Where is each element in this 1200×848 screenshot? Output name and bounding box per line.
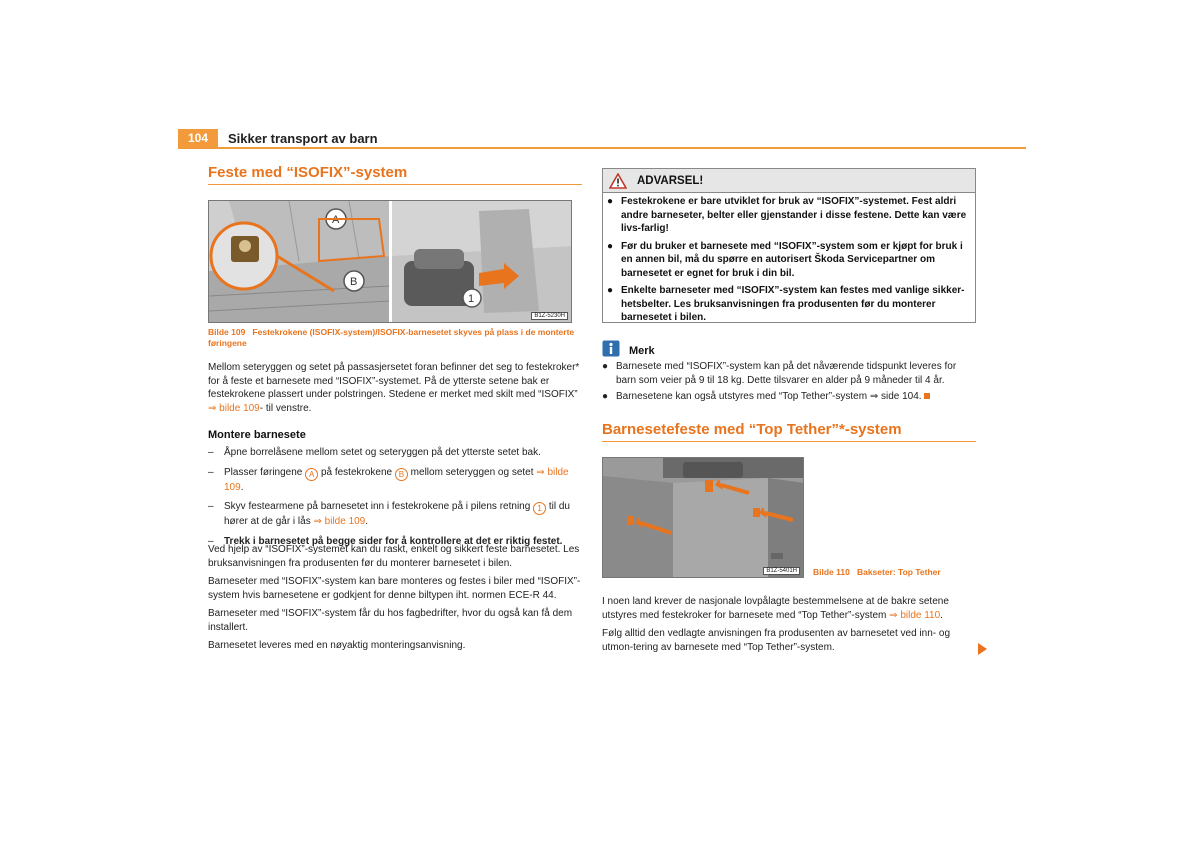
intro-paragraph (208, 361, 582, 415)
top-tether-p1-text: I noen land krever de nasjonale lovpålagte bestemmelsene at de bakre setene utstyres med festekroker for barnesete med “Top Tether”-system (602, 596, 949, 621)
intro-ref-link[interactable]: ⇒ bilde 109 (208, 402, 260, 414)
step-2-text-a: Plasser føringene (224, 466, 303, 478)
end-square-icon (924, 393, 930, 399)
bullet: ● (607, 240, 614, 252)
warning-title: ADVARSEL! (637, 174, 704, 187)
dash-marker: – (208, 466, 214, 478)
paragraph-1: Ved hjelp av “ISOFIX”-systemet kan du raskt, enkelt og sikkert feste barnesetet. Les bruksanvisningen fra produsenten før du monterer barnesetet i bilen. (208, 544, 580, 569)
figure-109-code: B1Z-5230H (531, 312, 568, 320)
step-1-text: Åpne borrelåsene mellom setet og seteryggen på det ytterste setet bak. (224, 447, 541, 458)
bullet: ● (602, 391, 609, 402)
note-title: Merk (629, 345, 655, 357)
step-2: – Plasser føringene A på festekrokene B mellom seteryggen og setet ⇒ bilde 109. (208, 466, 569, 493)
step-3-ref-link[interactable]: ⇒ bilde 109 (313, 516, 366, 527)
top-tether-p2-text: Følg alltid den vedlagte anvisningen fra produsenten av barnesetet ved inn- og utmon-tering av barnesete med “Top Tether”-system. (602, 628, 951, 653)
step-2-ref-link[interactable]: ⇒ bilde 109 (224, 466, 569, 493)
bullet: ● (602, 361, 609, 372)
warning-item-1 (607, 195, 971, 236)
warning-item-3-text: Enkelte barneseter med “ISOFIX”-system kan festes med vanlige sikker-hetsbelter. Les bruksanvisningen fra produsenten før du monterer barnesetet i bilen. (621, 285, 965, 323)
body-paragraphs-left (208, 543, 582, 653)
warning-header (603, 169, 975, 193)
note-item-1-text: Barnesete med “ISOFIX”-system kan på det nåværende tidspunkt leveres for barn som veier på 9 til 18 kg. Dette tilsvarer en alder på 9 måneder til 4 år. (616, 361, 957, 386)
mounting-section (208, 428, 582, 548)
step-2-text-b: på festekrokene (320, 466, 393, 478)
header-rule (178, 147, 1026, 149)
subheading-mounting: Montere barnesete (208, 429, 306, 441)
step-1 (208, 446, 582, 460)
step-4-text: Trekk i barnesetet på begge sider for å kontrollere at det er riktig festet. (224, 535, 563, 547)
label-1-text: 1 (468, 293, 475, 305)
warning-box (602, 168, 976, 323)
label-a-text: A (332, 214, 340, 226)
header-title: Sikker transport av barn (228, 131, 378, 146)
page-number: 104 (178, 129, 218, 147)
intro-end-text: - til venstre. (259, 402, 312, 414)
note-item-2-text: Barnesetene kan også utstyres med “Top Tether”-system ⇒ side 104. (616, 391, 922, 402)
step-3-text-b: til du hører at de går i lås (224, 501, 570, 527)
top-tether-ref-link[interactable]: ⇒ bilde 110 (889, 609, 941, 621)
note-item-1 (602, 360, 976, 387)
figure-110-illustration (603, 458, 804, 578)
caption-110 (813, 567, 941, 578)
section-heading-top-tether: Barnesetefeste med “Top Tether”*-system (602, 421, 976, 442)
label-b-text: B (350, 276, 358, 288)
caption-110-number: Bilde 110 (813, 567, 850, 577)
paragraph-2: Barneseter med “ISOFIX”-system kan bare monteres og festes i biler med “ISOFIX”-system hvis barnesetene er godkjent for denne biltypen iht. normen ECE-R 44. (208, 576, 581, 601)
warning-item-2 (607, 240, 971, 281)
step-2-text-c: mellom seteryggen og setet (410, 466, 534, 478)
warning-triangle-icon (609, 173, 627, 189)
caption-109-number: Bilde 109 (208, 327, 246, 337)
continue-arrow-icon (978, 643, 987, 655)
callout-1-badge: 1 (533, 502, 546, 515)
bullet: ● (607, 196, 614, 207)
dash-marker: – (208, 501, 214, 512)
paragraph-4: Barnesetet leveres med en nøyaktig monteringsanvisning. (208, 640, 466, 651)
intro-text: Mellom seteryggen og setet på passasjersetet foran befinner det seg to festekroker* for å feste et barnesete med “ISOFIX”-systemet. På de ytterste setene bak er festekrokene plassert under polstringen. Stedene er merket med skilt med “ISOFIX” (208, 362, 580, 400)
figure-109 (208, 200, 572, 323)
note-section (602, 338, 976, 404)
caption-109 (208, 327, 582, 349)
warning-item-1-text: Festekrokene er bare utviklet for bruk av “ISOFIX”-systemet. Fest aldri andre barneseter, belter eller gjenstander i disse festene. Dette kan være livs-farlig! (621, 196, 967, 234)
callout-a-badge: A (305, 468, 318, 481)
step-3-text-a: Skyv festearmene på barnesetet inn i festekrokene på i pilens retning (224, 501, 531, 512)
dash-marker: – (208, 447, 214, 458)
bullet: ● (607, 285, 614, 296)
note-item-2 (602, 390, 976, 404)
top-tether-section-heading (602, 421, 976, 442)
paragraph-3: Barneseter med “ISOFIX”-system får du hos fagbedrifter, hvor du også kan få dem installert. (208, 608, 573, 633)
caption-110-text: Bakseter: Top Tether (856, 567, 941, 577)
callout-b-badge: B (395, 468, 408, 481)
caption-109-text: Festekrokene (ISOFIX-system)/ISOFIX-barnesetet skyves på plass i de monterte føringene (208, 327, 575, 348)
warning-item-2-text: Før du bruker et barnesete med “ISOFIX”-system som er kjøpt for bruk i en annen bil, må du spørre en autorisert Škoda Servicepartner om barnesetet er egnet for bruk i din bil. (621, 240, 963, 279)
body-paragraphs-right: I noen land krever de nasjonale lovpålagte bestemmelsene at de bakre setene utstyres med festekroker for barnesete med “Top Tether”-system ⇒ bilde 110. Følg alltid den vedlagte anvisningen fra produsenten av barnesetet ved inn- og utmon-tering av barnesete med “Top Tether”-system. (602, 595, 976, 654)
info-icon (602, 340, 620, 357)
warning-item-3 (607, 284, 971, 325)
dash-marker: – (208, 535, 214, 547)
section-heading-isofix: Feste med “ISOFIX”-system (208, 164, 582, 185)
left-column (208, 164, 582, 185)
figure-109-illustration (209, 201, 572, 323)
figure-110-code: B1Z-5401H (763, 567, 800, 575)
figure-110 (602, 457, 804, 578)
step-3: – Skyv festearmene på barnesetet inn i festekrokene på i pilens retning 1 til du hører at de går i lås ⇒ bilde 109. (208, 501, 570, 527)
